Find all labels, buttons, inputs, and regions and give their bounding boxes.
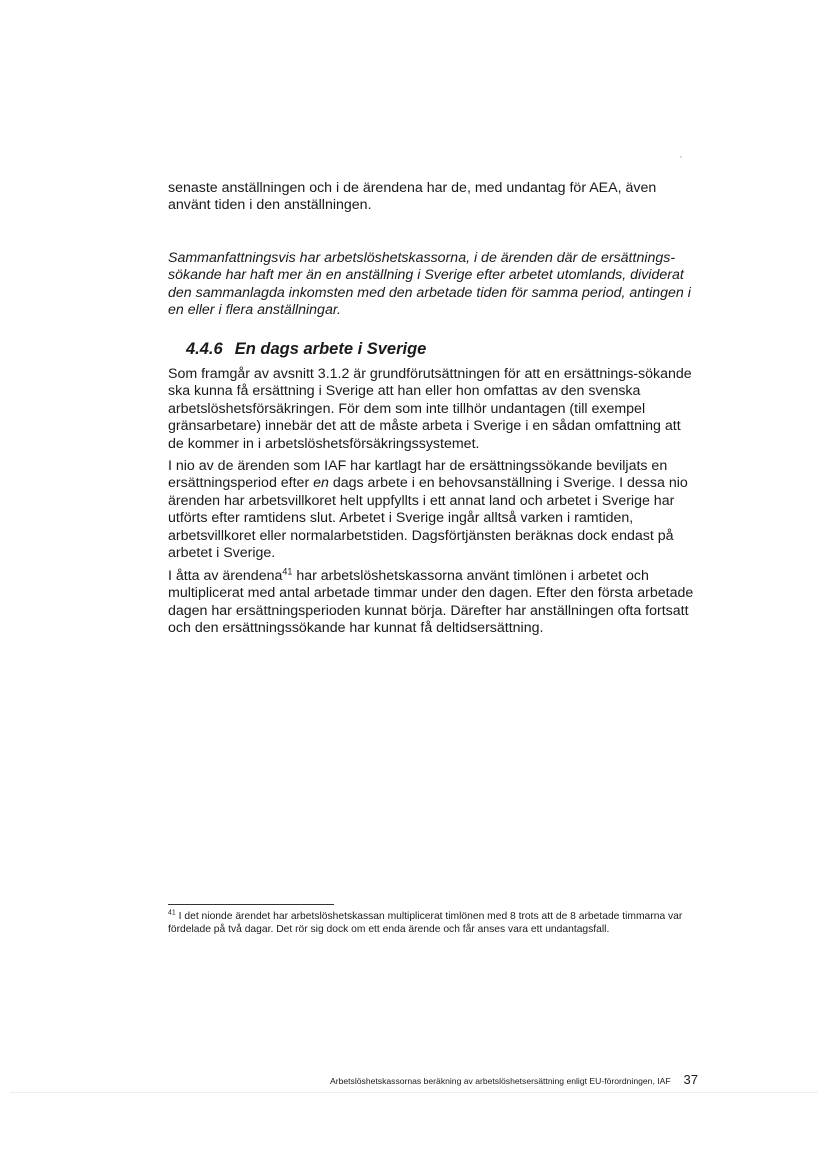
section-number: 4.4.6 [186, 340, 223, 358]
footnote-separator [168, 904, 334, 905]
scan-edge-line [10, 1092, 818, 1093]
footer-title: Arbetslöshetskassornas beräkning av arbetslöshetsersättning enligt EU-förordningen, IAF [330, 1076, 671, 1086]
section-heading [186, 340, 426, 359]
page-number: 37 [683, 1072, 698, 1087]
paragraph-2-text-end: dags arbete i en behovsanställning i Sverige. I dessa nio ärenden har arbetsvillkoret helt uppfyllts i ett annat land och arbetet i Sverige har utförts efter ramtidens slut. Arbetet i Sverige ingår alltså varken i ramtiden, arbetsvillkoret eller normalarbetstiden. Dagsförtjänsten beräknas dock endast på arbetet i Sverige. [168, 475, 688, 562]
paragraph-3-text-start: I åtta av ärendena [168, 568, 283, 584]
body-paragraph-2 [168, 458, 698, 562]
body-paragraph-3 [168, 568, 698, 638]
footnote-number: 41 [168, 909, 176, 917]
summary-paragraph: Sammanfattningsvis har arbetslöshetskassorna, i de ärenden där de ersättnings-sökande har haft mer än en anställning i Sverige efter arbetet utomlands, dividerat den sammanlagda inkomsten med den arbetade tiden för samma period, antingen i en eller i flera anställningar. [168, 250, 691, 319]
body-paragraph-1: Som framgår av avsnitt 3.1.2 är grundförutsättningen för att en ersättnings-sökande ska kunna få ersättning i Sverige att han eller hon omfattas av den svenska arbetslöshetsförsäkringen. För dem som inte tillhör undantagen (till exempel gränsarbetare) innebär det att de måste arbeta i Sverige i en sådan omfattning att de kommer in i arbetslöshetsförsäkringssystemet. [168, 366, 692, 452]
intro-paragraph: senaste anställningen och i de ärendena har de, med undantag för AEA, även använt tiden i den anställningen. [168, 180, 657, 214]
footnote [168, 910, 708, 936]
scan-speck [680, 156, 682, 158]
section-title: En dags arbete i Sverige [234, 340, 427, 358]
footnote-reference[interactable]: 41 [282, 566, 293, 577]
paragraph-3-text-end: har arbetslöshetskassorna använt timlönen i arbetet och multiplicerat med antal arbetade timmar under den dagen. Efter den första arbetade dagen har ersättningsperioden kunnat börja. Därefter har anställningen ofta fortsatt och den ersättningssökande har kunnat få deltidsersättning. [168, 568, 694, 637]
emphasis-word: en [313, 475, 329, 492]
paragraph-2-text-start: I nio av de ärenden som IAF har kartlagt har de ersättningssökande beviljats en ersättningsperiod efter [168, 458, 668, 492]
footnote-text: I det nionde ärendet har arbetslöshetskassan multiplicerat timlönen med 8 trots att de 8 arbetade timmarna var fördelade på två dagar. Det rör sig dock om ett enda ärende och får anses vara ett undantagsfall. [168, 911, 683, 936]
